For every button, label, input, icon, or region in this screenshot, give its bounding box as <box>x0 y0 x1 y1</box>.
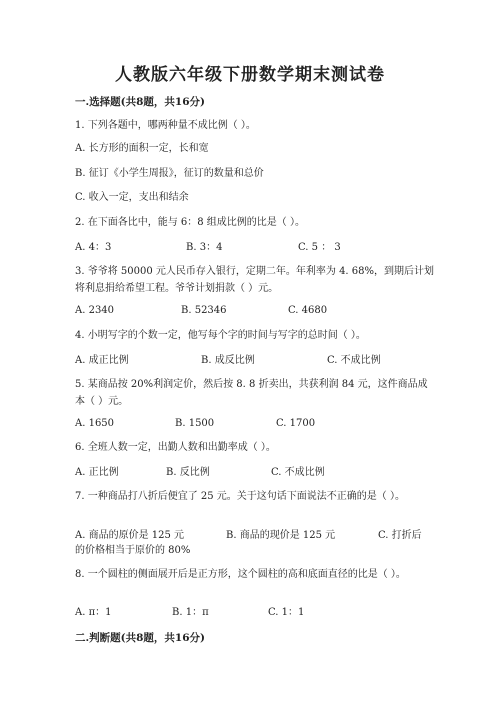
question-8-option-b[interactable]: B. 1：π <box>172 607 209 618</box>
section-heading-choice: 一.选择题(共8题，共16分) <box>75 96 206 108</box>
question-5-option-a[interactable]: A. 1650 <box>75 418 115 429</box>
question-7-option-c-continued: 的价格相当于原价的 80% <box>75 545 191 556</box>
question-4-option-c[interactable]: C. 不成比例 <box>327 355 381 366</box>
question-7-option-b[interactable]: B. 商品的现价是 125 元 <box>226 530 336 541</box>
question-5-stem: 5. 某商品按 20%利润定价，然后按 8. 8 折卖出，共获利润 84 元，这件商品成本（ ）元。 <box>75 379 428 407</box>
question-3-option-a[interactable]: A. 2340 <box>75 305 115 316</box>
section-heading-judgment: 二.判断题(共8题，共16分) <box>75 632 206 644</box>
question-2-option-c[interactable]: C. 5 ： 3 <box>298 242 341 253</box>
question-2-option-b[interactable]: B. 3：4 <box>186 242 223 253</box>
page-title: 人教版六年级下册数学期末测试卷 <box>115 65 385 85</box>
question-1-option-b[interactable]: B. 征订《小学生周报》，征订的数量和总价 <box>75 168 264 179</box>
question-2-option-a[interactable]: A. 4：3 <box>75 242 112 253</box>
question-6-option-c[interactable]: C. 不成比例 <box>271 467 325 478</box>
question-5-option-b[interactable]: B. 1500 <box>175 418 215 429</box>
question-1-option-c[interactable]: C. 收入一定，支出和结余 <box>75 192 189 203</box>
question-5-option-c[interactable]: C. 1700 <box>276 418 316 429</box>
question-7-option-a[interactable]: A. 商品的原价是 125 元 <box>75 530 185 541</box>
question-8-option-c[interactable]: C. 1：1 <box>268 607 305 618</box>
question-6-option-b[interactable]: B. 反比例 <box>166 467 210 478</box>
question-6-option-a[interactable]: A. 正比例 <box>75 467 119 478</box>
question-3-option-b[interactable]: B. 52346 <box>181 305 227 316</box>
question-7-stem: 7. 一种商品打八折后便宜了 25 元。关于这句话下面说法不正确的是（ ）。 <box>75 491 405 502</box>
question-3-option-c[interactable]: C. 4680 <box>288 305 328 316</box>
question-7-option-c[interactable]: C. 打折后 <box>378 530 422 541</box>
question-4-option-b[interactable]: B. 成反比例 <box>201 355 255 366</box>
question-1-stem: 1. 下列各题中，哪两种量不成比例（ ）。 <box>75 120 256 131</box>
question-6-stem: 6. 全班人数一定，出勤人数和出勤率成（ ）。 <box>75 442 276 453</box>
question-3-stem: 3. 爷爷将 50000 元人民币存入银行，定期二年。年利率为 4. 68%，到期后计划将利息捐给希望工程。爷爷计划捐款（ ）元。 <box>75 266 435 294</box>
question-1-option-a[interactable]: A. 长方形的面积一定，长和宽 <box>75 143 209 154</box>
question-8-option-a[interactable]: A. π：1 <box>75 607 112 618</box>
question-4-stem: 4. 小明写字的个数一定，他写每个字的时间与写字的总时间（ ）。 <box>75 330 366 341</box>
question-8-stem: 8. 一个圆柱的侧面展开后是正方形，这个圆柱的高和底面直径的比是（ ）。 <box>75 569 406 580</box>
question-4-option-a[interactable]: A. 成正比例 <box>75 355 129 366</box>
question-2-stem: 2. 在下面各比中，能与 6：8 组成比例的比是（ ）。 <box>75 217 305 228</box>
